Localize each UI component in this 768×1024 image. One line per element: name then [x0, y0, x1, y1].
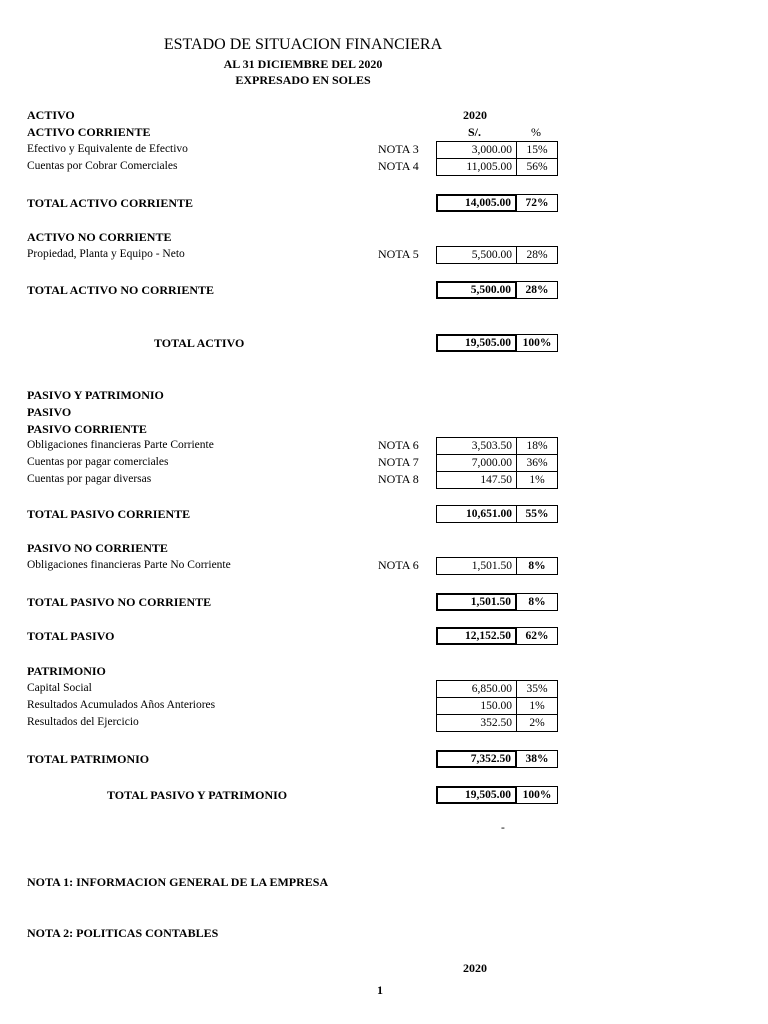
total-pasivo-corriente-percent: 55%: [516, 505, 558, 523]
total-activo-no-corriente-label: TOTAL ACTIVO NO CORRIENTE: [27, 283, 215, 297]
total-activo-corriente-percent: 72%: [516, 194, 558, 212]
total-pasivo-corriente-label: TOTAL PASIVO CORRIENTE: [27, 507, 191, 521]
line-item-label: Resultados del Ejercicio: [27, 716, 139, 728]
pasivo-patrimonio-heading: PASIVO Y PATRIMONIO: [27, 388, 164, 402]
patrimonio-heading: PATRIMONIO: [27, 664, 106, 678]
line-item-label: Cuentas por pagar comerciales: [27, 456, 169, 468]
total-patrimonio-label: TOTAL PATRIMONIO: [27, 752, 150, 766]
total-activo-no-corriente-value: 5,500.00: [436, 281, 517, 299]
nota-1-heading: NOTA 1: INFORMACION GENERAL DE LA EMPRESA: [27, 875, 329, 889]
line-item-percent: 2%: [516, 714, 558, 732]
line-item-note: NOTA 7: [378, 455, 419, 469]
activo-heading: ACTIVO: [27, 108, 75, 122]
line-item-note: NOTA 8: [378, 472, 419, 486]
line-item-note: NOTA 6: [378, 558, 419, 572]
line-item-value: 5,500.00: [436, 246, 517, 264]
line-item-label: Cuentas por pagar diversas: [27, 473, 152, 485]
line-item-value: 150.00: [436, 697, 517, 715]
year-column-header: 2020: [463, 108, 487, 122]
total-patrimonio-value: 7,352.50: [436, 750, 517, 768]
currency-column-header: S/.: [468, 125, 482, 139]
line-item-label: Obligaciones financieras Parte Corriente: [27, 439, 214, 451]
line-item-note: NOTA 3: [378, 142, 419, 156]
line-item-value: 1,501.50: [436, 557, 517, 575]
activo-corriente-heading: ACTIVO CORRIENTE: [27, 125, 151, 139]
total-patrimonio-percent: 38%: [516, 750, 558, 768]
document-currency: EXPRESADO EN SOLES: [235, 73, 371, 87]
total-activo-percent: 100%: [516, 334, 558, 352]
total-pasivo-percent: 62%: [516, 627, 558, 645]
total-activo-corriente-label: TOTAL ACTIVO CORRIENTE: [27, 196, 194, 210]
line-item-percent: 36%: [516, 454, 558, 472]
line-item-label: Resultados Acumulados Años Anteriores: [27, 699, 216, 711]
total-pasivo-no-corriente-percent: 8%: [516, 593, 558, 611]
line-item-value: 3,503.50: [436, 437, 517, 455]
total-pasivo-patrimonio-value: 19,505.00: [436, 786, 517, 804]
line-item-percent: 1%: [516, 697, 558, 715]
line-item-percent: 1%: [516, 471, 558, 489]
total-pasivo-value: 12,152.50: [436, 627, 517, 645]
line-item-label: Efectivo y Equivalente de Efectivo: [27, 143, 188, 155]
activo-no-corriente-heading: ACTIVO NO CORRIENTE: [27, 230, 172, 244]
line-item-percent: 28%: [516, 246, 558, 264]
line-item-value: 147.50: [436, 471, 517, 489]
line-item-label: Propiedad, Planta y Equipo - Neto: [27, 248, 185, 260]
line-item-label: Obligaciones financieras Parte No Corriente: [27, 559, 231, 571]
total-pasivo-corriente-value: 10,651.00: [436, 505, 517, 523]
total-activo-label: TOTAL ACTIVO: [154, 336, 245, 350]
total-activo-corriente-value: 14,005.00: [436, 194, 517, 212]
pasivo-heading: PASIVO: [27, 405, 72, 419]
line-item-percent: 35%: [516, 680, 558, 698]
line-item-value: 352.50: [436, 714, 517, 732]
line-item-note: NOTA 5: [378, 247, 419, 261]
nota-2-heading: NOTA 2: POLITICAS CONTABLES: [27, 926, 219, 940]
percent-column-header: %: [531, 125, 541, 139]
total-pasivo-patrimonio-percent: 100%: [516, 786, 558, 804]
line-item-note: NOTA 6: [378, 438, 419, 452]
line-item-percent: 18%: [516, 437, 558, 455]
line-item-label: Cuentas por Cobrar Comerciales: [27, 160, 178, 172]
line-item-percent: 15%: [516, 141, 558, 159]
dash-mark: -: [501, 822, 505, 834]
document-title: ESTADO DE SITUACION FINANCIERA: [163, 36, 443, 53]
total-activo-no-corriente-percent: 28%: [516, 281, 558, 299]
total-pasivo-label: TOTAL PASIVO: [27, 629, 115, 643]
document-date: AL 31 DICIEMBRE DEL 2020: [223, 57, 383, 71]
total-pasivo-no-corriente-label: TOTAL PASIVO NO CORRIENTE: [27, 595, 212, 609]
pasivo-no-corriente-heading: PASIVO NO CORRIENTE: [27, 541, 168, 555]
line-item-value: 7,000.00: [436, 454, 517, 472]
line-item-note: NOTA 4: [378, 159, 419, 173]
line-item-percent: 56%: [516, 158, 558, 176]
total-activo-value: 19,505.00: [436, 334, 517, 352]
pasivo-corriente-heading: PASIVO CORRIENTE: [27, 422, 147, 436]
line-item-percent: 8%: [516, 557, 558, 575]
notes-year-header: 2020: [463, 961, 487, 975]
page-number: 1: [377, 983, 383, 997]
total-pasivo-patrimonio-label: TOTAL PASIVO Y PATRIMONIO: [107, 788, 288, 802]
line-item-value: 3,000.00: [436, 141, 517, 159]
line-item-value: 6,850.00: [436, 680, 517, 698]
line-item-value: 11,005.00: [436, 158, 517, 176]
line-item-label: Capital Social: [27, 682, 92, 694]
total-pasivo-no-corriente-value: 1,501.50: [436, 593, 517, 611]
